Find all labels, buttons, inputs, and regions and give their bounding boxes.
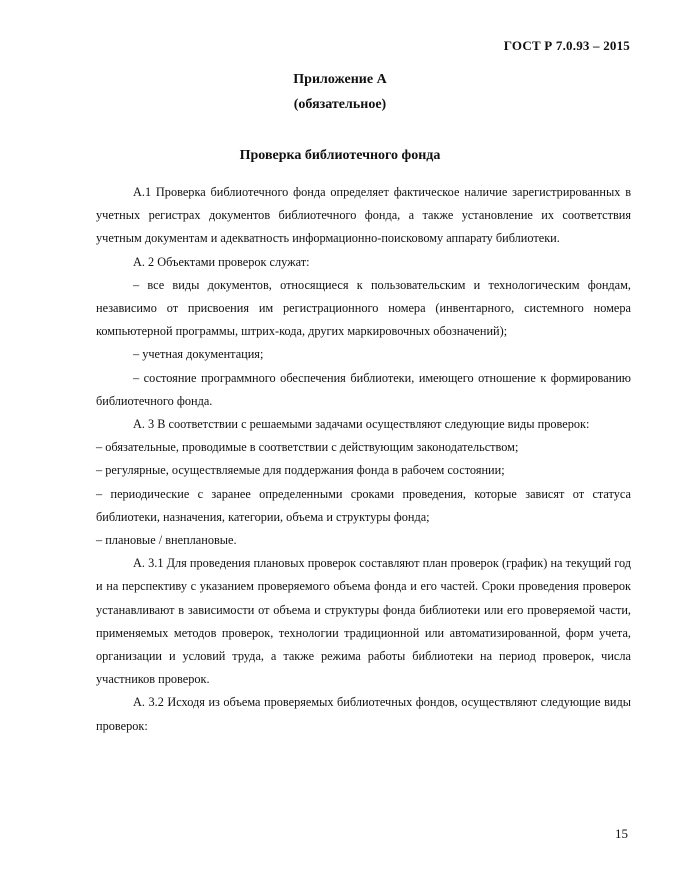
list-item-documents: – все виды документов, относящиеся к пользовательским и технологическим фондам, независимо от присвоения им регистрационного номера (инвентарного, системного номера компьютерной программы, штрих-кода, других маркировочных обозначений); bbox=[96, 277, 631, 339]
paragraph-a3-2: А. 3.2 Исходя из объема проверяемых библиотечных фондов, осуществляют следующие виды проверок: bbox=[96, 695, 631, 733]
paragraph-a3: А. 3 В соответствии с решаемыми задачами осуществляют следующие виды проверок: bbox=[133, 417, 590, 432]
page-number: 15 bbox=[615, 826, 628, 841]
section-title: Проверка библиотечного фонда bbox=[239, 148, 441, 163]
list-item-software: – состояние программного обеспечения библиотеки, имеющего отношение к формированию библиотечного фонда. bbox=[96, 370, 631, 408]
list-item-regular: – регулярные, осуществляемые для поддержания фонда в рабочем состоянии; bbox=[96, 463, 505, 478]
document-body bbox=[96, 181, 631, 738]
paragraph-a3-1: А. 3.1 Для проведения плановых проверок составляют план проверок (график) на текущий год и на перспективу с указанием проверяемого объема фонда и его частей. Сроки проведения проверок устанавливают в зависимости от объема и структуры фонда библиотеки или его проверяемой части, применяемых методов проверок, технологии традиционной или автоматизированной, форм учета, организации и условий труда, а также режима работы библиотеки на период проверок, числа участников проверок. bbox=[96, 556, 631, 687]
appendix-subtitle: (обязательное) bbox=[293, 97, 387, 112]
list-item-planned: – плановые / внеплановые. bbox=[96, 533, 237, 548]
list-item-periodic: – периодические с заранее определенными сроками проведения, которые зависят от статуса библиотеки, назначения, категории, объема и структуры фонда; bbox=[96, 486, 631, 524]
appendix-title: Приложение А bbox=[293, 72, 387, 87]
standard-code: ГОСТ Р 7.0.93 – 2015 bbox=[503, 38, 630, 53]
paragraph-a1: А.1 Проверка библиотечного фонда определяет фактическое наличие зарегистрированных в учетных регистрах документов библиотечного фонда, а также установление их соответствия учетным документам и адекватность информационно-поисковому аппарату библиотеки. bbox=[96, 185, 631, 246]
list-item-accounting: – учетная документация; bbox=[133, 347, 264, 362]
list-item-mandatory: – обязательные, проводимые в соответствии с действующим законодательством; bbox=[96, 440, 519, 455]
paragraph-a2: А. 2 Объектами проверок служат: bbox=[133, 254, 310, 269]
